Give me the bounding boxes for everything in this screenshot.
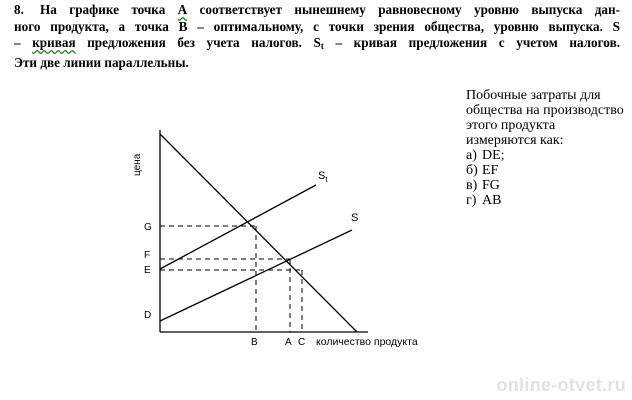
y-tick-g: G <box>144 222 152 233</box>
site-watermark: online-otvet.ru <box>496 375 626 395</box>
curve-st-label <box>318 170 328 184</box>
option-letter: г) <box>466 193 477 208</box>
y-tick-e: E <box>144 265 151 276</box>
problem-line-1-start: На графике точка <box>40 2 178 17</box>
option-letter: б) <box>466 163 478 178</box>
problem-line-3-end: – кривая предложения с учетом налогов. <box>323 35 620 50</box>
option-letter: в) <box>466 178 478 193</box>
option-text: DE; <box>482 148 505 163</box>
option-text: AB <box>482 193 502 208</box>
option-text: EF <box>482 163 499 178</box>
curve-st-subscript: t <box>325 175 328 184</box>
curve-st-letter: S <box>318 170 326 182</box>
x-tick-c: C <box>298 337 306 348</box>
point-a-mention: А <box>177 2 188 17</box>
problem-number: 8. <box>14 2 24 17</box>
x-tick-a: A <box>285 337 292 348</box>
x-axis-label: количество продукта <box>316 336 418 348</box>
problem-line-2: ного продукта, а точка В – оптимальному, с точки зрения общества, уровню выпуска. S <box>14 18 620 34</box>
st-subscript: t <box>320 41 324 51</box>
y-axis-label: цена <box>132 153 143 176</box>
option-letter: а) <box>466 148 477 163</box>
x-tick-b: B <box>251 337 258 348</box>
curve-s-label: S <box>351 212 359 224</box>
y-tick-f: F <box>144 250 151 261</box>
problem-line-1-end: соответствует нынешнему равновесному уровню выпуска дан- <box>187 2 620 17</box>
supply-curve-st <box>160 185 316 269</box>
demand-curve <box>160 134 357 332</box>
curve-word: кривая <box>32 35 76 50</box>
option-text: FG <box>482 178 500 193</box>
y-tick-d: D <box>144 310 152 321</box>
question-text: Побочные затраты для общества на производство этого продукта измеряются как: <box>466 88 624 148</box>
problem-line-3-mid: предложения без учета налогов. S <box>75 35 321 50</box>
problem-line-4: Эти две линии параллельны. <box>14 54 189 70</box>
problem-line-3-start: – <box>14 35 33 50</box>
